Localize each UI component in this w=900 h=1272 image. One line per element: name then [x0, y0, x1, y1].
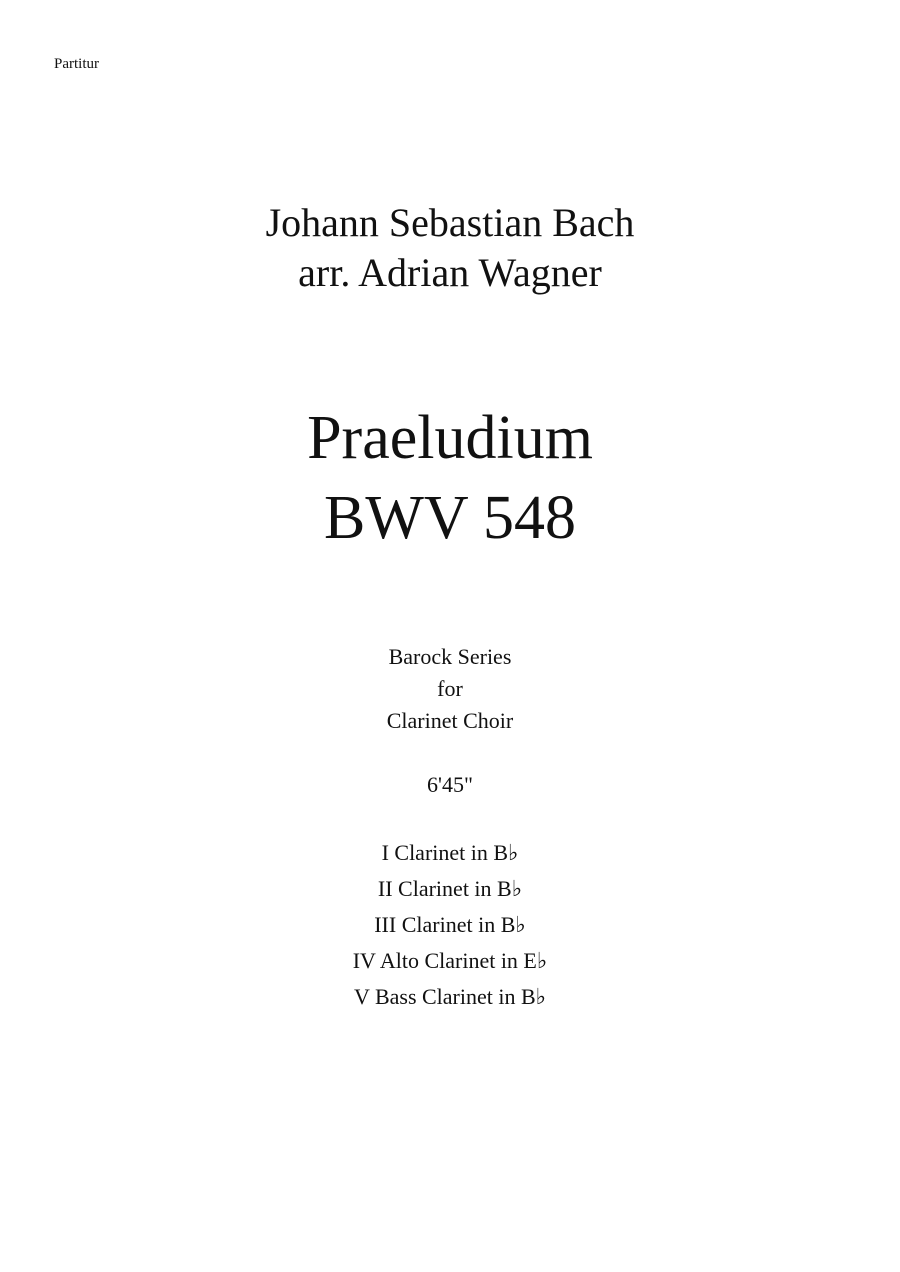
instrument-item: V Bass Clarinet in B♭: [353, 984, 547, 1009]
instrument-item: I Clarinet in B♭: [381, 840, 519, 865]
ensemble-name: Clarinet Choir: [386, 708, 514, 733]
title-block: [0, 398, 900, 558]
arranger-name: arr. Adrian Wagner: [298, 250, 602, 295]
composer-block: [0, 198, 900, 298]
instrument-item: IV Alto Clarinet in E♭: [352, 948, 548, 973]
series-block: [0, 641, 900, 737]
series-for: for: [437, 676, 463, 701]
composer-name: Johann Sebastian Bach: [265, 200, 635, 245]
instrument-item: III Clarinet in B♭: [374, 912, 526, 937]
duration: 6'45": [427, 772, 473, 797]
instrument-list: [0, 835, 900, 1015]
work-title: Praeludium: [307, 404, 593, 472]
partitur-label: Partitur: [54, 56, 99, 72]
series-name: Barock Series: [388, 644, 512, 669]
instrument-item: II Clarinet in B♭: [377, 876, 523, 901]
catalog-number: BWV 548: [323, 484, 577, 552]
